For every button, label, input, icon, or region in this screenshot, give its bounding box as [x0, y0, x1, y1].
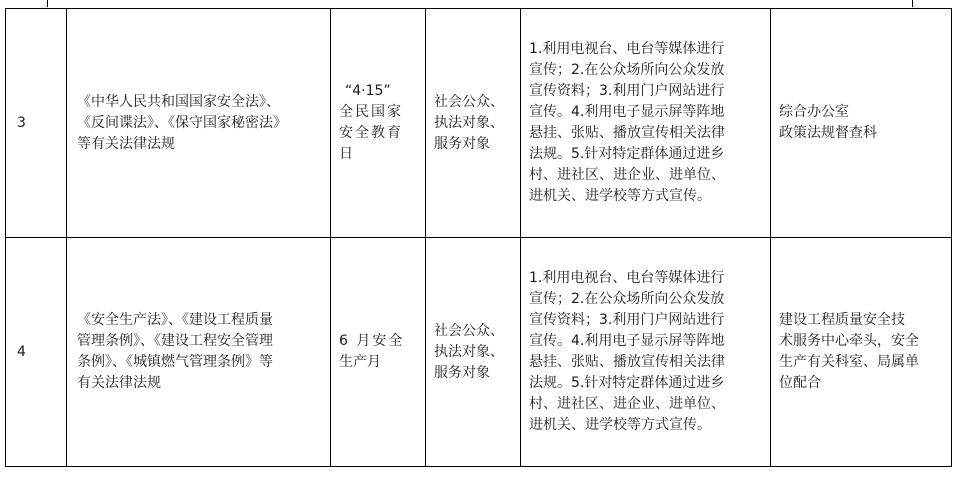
method-line: 法规。5.针对特定群体通过进乡 [529, 146, 725, 162]
law-line: 有关法律法规 [77, 375, 161, 391]
department-line: 建设工程质量安全技 [779, 312, 905, 328]
department-cell [771, 9, 952, 238]
department-line: 术服务中心牵头，安全 [779, 333, 919, 349]
activity-line: “4·15” [345, 83, 391, 99]
method-line: 宣传。4.利用电子显示屏等阵地 [529, 104, 725, 120]
law-line: 《安全生产法》、《建设工程质量 [77, 312, 273, 328]
method-line: 村、进社区、进企业、进单位、 [529, 167, 725, 183]
method-line: 宣传资料；3.利用门户网站进行 [529, 312, 725, 328]
method-line: 进机关、进学校等方式宣传。 [529, 188, 711, 204]
border-tick [912, 0, 913, 7]
method-line: 1.利用电视台、电台等媒体进行 [529, 270, 725, 286]
target-line: 执法对象、 [434, 343, 504, 360]
target-line: 服务对象 [434, 135, 490, 152]
activity-cell [331, 238, 426, 467]
law-line: 条例》、《城镇燃气管理条例》等 [77, 354, 273, 370]
method-line: 宣传；2.在公众场所向公众发放 [529, 62, 725, 78]
law-line: 管理条例》、《建设工程安全管理 [77, 333, 273, 349]
department-line: 位配合 [779, 375, 821, 391]
method-line: 宣传资料；3.利用门户网站进行 [529, 83, 725, 99]
method-cell [521, 9, 771, 238]
method-line: 宣传；2.在公众场所向公众发放 [529, 291, 725, 307]
law-line: 《中华人民共和国国家安全法》、 [77, 93, 280, 110]
law-cell [67, 238, 331, 467]
target-line: 社会公众、 [434, 93, 504, 110]
method-line: 村、进社区、进企业、进单位、 [529, 396, 725, 412]
method-cell [521, 238, 771, 467]
department-line: 综合办公室 [779, 104, 849, 120]
law-line: 《反间谍法》、《保守国家秘密法》 [77, 114, 287, 131]
department-cell [771, 238, 952, 467]
method-line: 法规。5.针对特定群体通过进乡 [529, 375, 725, 391]
activity-line: 生产月 [339, 354, 381, 370]
target-cell [426, 238, 521, 467]
target-line: 服务对象 [434, 364, 490, 381]
law-cell [67, 9, 331, 238]
department-line: 生产有关科室、局属单 [779, 354, 919, 370]
target-line: 执法对象、 [434, 114, 504, 131]
law-line: 等有关法律法规 [77, 135, 175, 152]
activity-line: 日 [339, 146, 353, 162]
activity-line: 安全教育 [339, 125, 403, 141]
activity-line: 全民国家 [339, 104, 403, 120]
method-line: 宣传。4.利用电子显示屏等阵地 [529, 333, 725, 349]
table-row [6, 238, 952, 467]
publicity-plan-table [5, 8, 952, 467]
border-tick [47, 0, 48, 7]
target-cell [426, 9, 521, 238]
method-line: 进机关、进学校等方式宣传。 [529, 417, 711, 433]
method-line: 1.利用电视台、电台等媒体进行 [529, 41, 725, 57]
method-line: 悬挂、张贴、播放宣传相关法律 [529, 125, 725, 141]
row-number: 4 [17, 343, 26, 360]
method-line: 悬挂、张贴、播放宣传相关法律 [529, 354, 725, 370]
department-line: 政策法规督查科 [779, 125, 877, 141]
activity-cell [331, 9, 426, 238]
top-border-ticks [0, 0, 956, 8]
row-number-cell [6, 9, 67, 238]
table-row [6, 9, 952, 238]
row-number: 3 [17, 114, 26, 131]
activity-line: 6 月安全 [339, 333, 405, 349]
target-line: 社会公众、 [434, 322, 504, 339]
row-number-cell [6, 238, 67, 467]
